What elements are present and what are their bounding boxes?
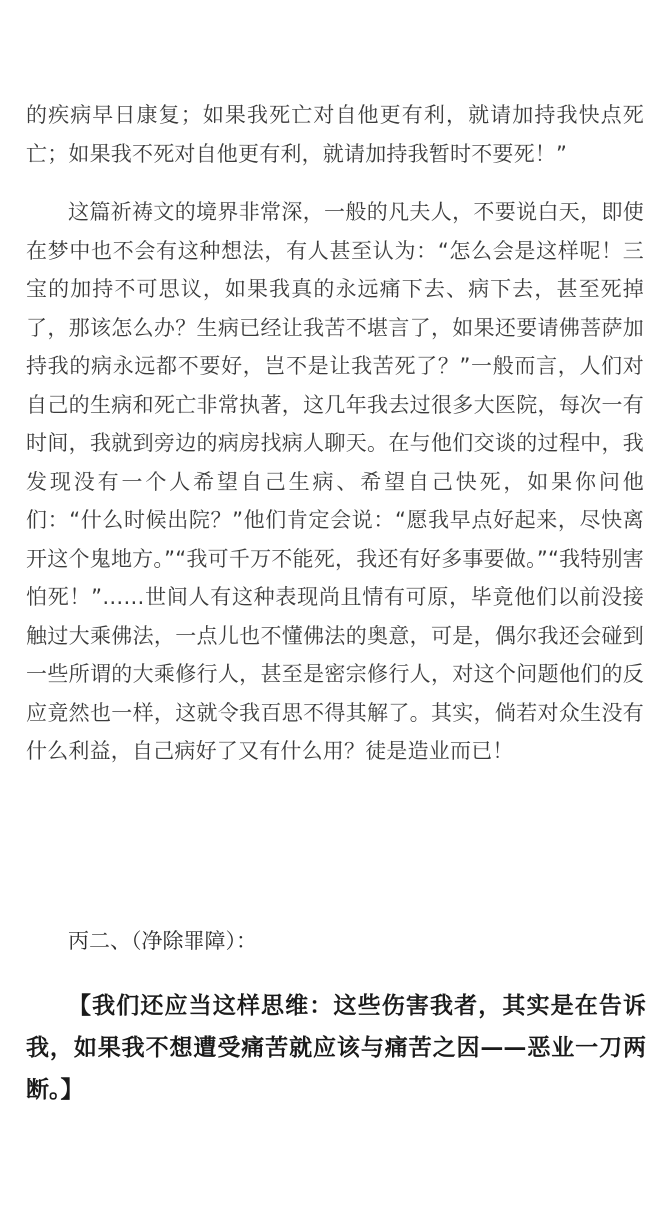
body-paragraph: 这篇祈祷文的境界非常深，一般的凡夫人，不要说白天，即使在梦中也不会有这种想法，有人甚至认为：“怎么会是这样呢！三宝的加持不可思议，如果我真的永远痛下去、病下去，甚至死掉了，那该怎么办？生病已经让我苦不堪言了，如果还要请佛菩萨加持我的病永远都不要好，岂不是让我苦死了？”一般而言，人们对自己的生病和死亡非常执著，这几年我去过很多大医院，每次一有时间，我就到旁边的病房找病人聊天。在与他们交谈的过程中，我发现没有一个人希望自己生病、希望自己快死，如果你问他们：“什么时候出院？”他们肯定会说：“愿我早点好起来，尽快离开这个鬼地方。”“我可千万不能死，我还有好多事要做。”“我特别害怕死！”……世间人有这种表现尚且情有可原，毕竟他们以前没接触过大乘佛法，一点儿也不懂佛法的奥意，可是，偶尔我还会碰到一些所谓的大乘修行人，甚至是密宗修行人，对这个问题他们的反应竟然也一样，这就令我百思不得其解了。其实，倘若对众生没有什么利益，自己病好了又有什么用？徒是造业而已！	[26, 200, 644, 763]
section-heading: 丙二、（净除罪障）：	[68, 929, 257, 953]
root-text-verse: 【我们还应当这样思维：这些伤害我者，其实是在告诉我，如果我不想遭受痛苦就应该与痛苦之因——恶业一刀两断。】	[26, 992, 646, 1103]
body-paragraph: 的疾病早日康复；如果我死亡对自他更有利，就请加持我快点死亡；如果我不死对自他更有利，就请加持我暂时不要死！”	[26, 103, 644, 166]
